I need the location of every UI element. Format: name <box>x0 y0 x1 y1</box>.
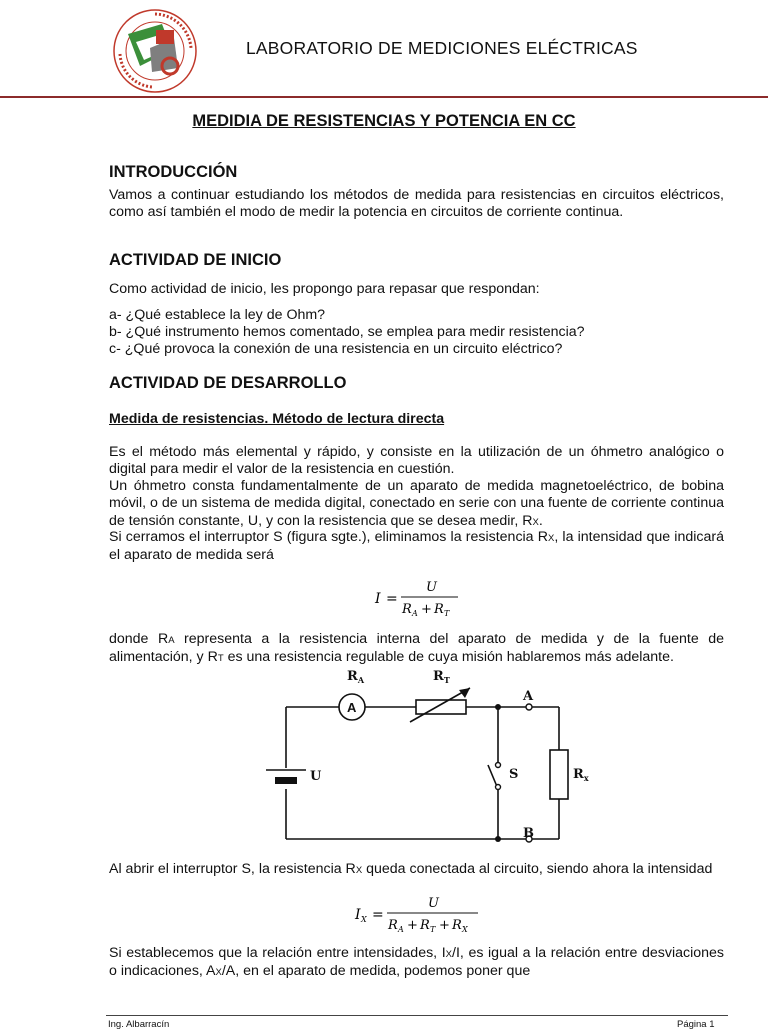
svg-text:R: R <box>402 602 412 617</box>
svg-text:+: + <box>421 602 432 617</box>
svg-text:X: X <box>361 915 367 924</box>
svg-text:=: = <box>372 907 384 923</box>
intro-heading: INTRODUCCIÓN <box>109 163 238 181</box>
document-title: MEDIDIA DE RESISTENCIAS Y POTENCIA EN CC <box>192 112 576 130</box>
school-logo <box>112 8 198 94</box>
svg-text:A: A <box>347 700 357 715</box>
inicio-heading: ACTIVIDAD DE INICIO <box>109 251 282 269</box>
question-b: b- ¿Qué instrumento hemos comentado, se emplea para medir resistencia? <box>109 324 585 340</box>
desarrollo-heading: ACTIVIDAD DE DESARROLLO <box>109 374 347 392</box>
ammeter-symbol <box>339 694 365 720</box>
battery-symbol <box>266 770 306 784</box>
svg-text:I: I <box>375 591 381 607</box>
footer-divider <box>106 1015 728 1016</box>
intro-paragraph: Vamos a continuar estudiando los métodos de medida para resistencias en circuitos eléctricos, como así también el modo de medir la potencia en circuitos de corriente continua. <box>109 187 724 221</box>
svg-text:R: R <box>420 918 430 933</box>
svg-text:R: R <box>452 918 462 933</box>
paragraph-method: Es el método más elemental y rápido, y consiste en la utilización de un óhmetro analógico o digital para medir el valor de la resistencia en cuestión. <box>109 444 724 478</box>
formula-intensity-x <box>352 893 482 935</box>
label-source: U <box>310 769 322 784</box>
label-rx: $R_x$ <box>573 767 589 783</box>
label-switch: S <box>509 767 519 782</box>
paragraph-open-switch: Al abrir el interruptor S, la resistencia RX queda conectada al circuito, siendo ahora la intensidad <box>109 861 713 877</box>
paragraph-ratio: Si establecemos que la relación entre intensidades, IX/I, es igual a la relación entre desviaciones o indicaciones, AX/A, en el aparato de medida, podemos poner que <box>109 945 725 980</box>
svg-text:U: U <box>426 580 437 595</box>
header-title: LABORATORIO DE MEDICIONES ELÉCTRICAS <box>246 38 638 58</box>
footer-author: Ing. Albarracín <box>108 1019 170 1030</box>
svg-text:U: U <box>428 896 439 911</box>
svg-text:+: + <box>407 918 418 933</box>
label-ammeter: $R_A$ <box>347 669 365 685</box>
paragraph-ohmeter: Un óhmetro consta fundamentalmente de un aparato de medida magnetoeléctrico, de bobina móvil, o de un sistema de medida digital, conectado en serie con una fuente de corriente continua de tensión constante, U, y con la resistencia que se desea medir, RX. <box>109 478 724 529</box>
footer-page-number: Página 1 <box>677 1019 715 1030</box>
question-a: a- ¿Qué establece la ley de Ohm? <box>109 307 326 323</box>
page-header <box>0 0 768 98</box>
label-rheostat: $R_T$ <box>433 669 450 685</box>
inicio-prompt: Como actividad de inicio, les propongo para repasar que respondan: <box>109 281 540 297</box>
question-c: c- ¿Qué provoca la conexión de una resistencia en un circuito eléctrico? <box>109 341 563 357</box>
circuit-diagram <box>244 664 600 854</box>
svg-text:R: R <box>388 918 398 933</box>
desarrollo-subheading: Medida de resistencias. Método de lectura directa <box>109 411 445 427</box>
label-node-a: A <box>523 689 534 704</box>
svg-text:A: A <box>412 609 418 618</box>
svg-text:X: X <box>462 925 468 934</box>
rx-resistor-symbol <box>550 750 568 799</box>
svg-text:+: + <box>439 918 450 933</box>
svg-text:T: T <box>430 925 436 934</box>
svg-text:=: = <box>386 591 398 607</box>
paragraph-internal-resistance: donde RA representa a la resistencia interna del aparato de medida y de la fuente de alimentación, y RT es una resistencia regulable de cuya misión hablaremos más adelante. <box>109 631 724 666</box>
header-divider <box>0 96 768 98</box>
svg-text:T: T <box>444 609 450 618</box>
formula-intensity <box>372 577 462 619</box>
svg-text:R: R <box>434 602 444 617</box>
svg-text:I: I <box>355 907 361 923</box>
rheostat-symbol <box>410 688 470 722</box>
svg-text:A: A <box>398 925 404 934</box>
label-node-b: B <box>523 826 534 841</box>
paragraph-switch: Si cerramos el interruptor S (figura sgte.), eliminamos la resistencia RX, la intensidad que indicará el aparato de medida será <box>109 529 724 564</box>
